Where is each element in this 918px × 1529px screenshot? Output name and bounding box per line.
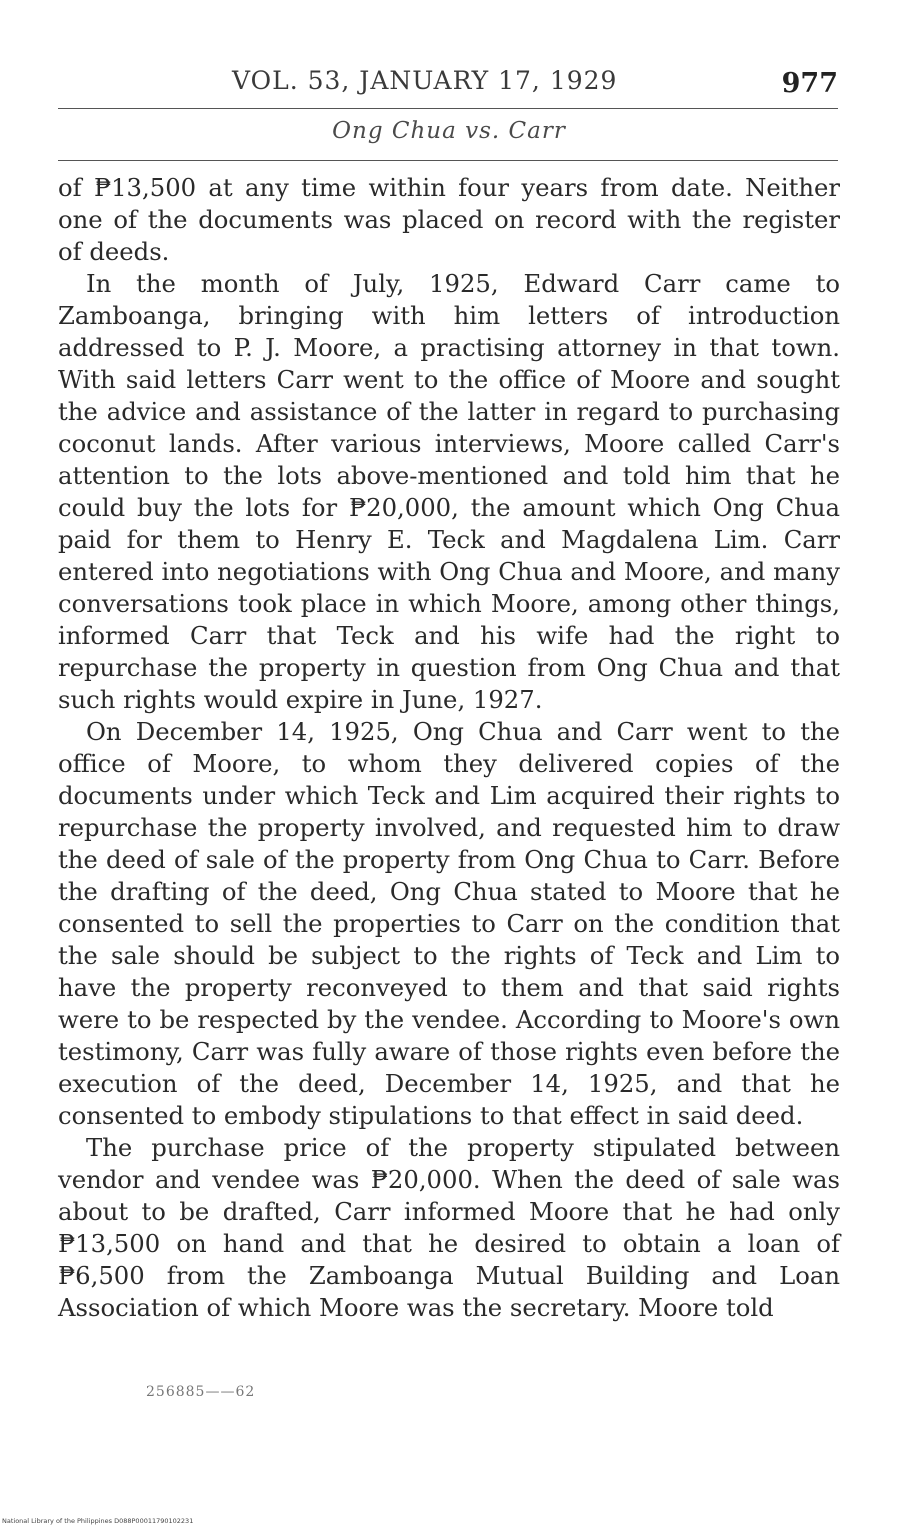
paragraph-3: On December 14, 1925, Ong Chua and Carr went to the office of Moore, to whom they delivered copies of the documents under which Teck and Lim acquired their rights to repurchase the property involved, and requested him to draw the deed of sale of the property from Ong Chua to Carr. Before the drafting of the deed, Ong Chua stated to Moore that he consented to sell the properties to Carr on the condition that the sale should be subject to the rights of Teck and Lim to have the property reconveyed to them and that said rights were to be respected by the vendee. According to Moore's own testimony, Carr was fully aware of those rights even before the execution of the deed, December 14, 1925, and that he consented to embody stipulations to that effect in said deed.: [58, 717, 840, 1130]
body-text: [58, 172, 840, 1324]
running-head: [60, 62, 838, 102]
print-code: 256885——62: [146, 1384, 256, 1400]
paragraph-1: of ₱13,500 at any time within four years from date. Neither one of the documents was placed on record with the register of deeds.: [58, 173, 840, 266]
case-title: Ong Chua vs. Carr: [332, 118, 566, 144]
library-stamp: National Library of the Philippines D088P00011790102231: [2, 1517, 194, 1525]
page-number: 977: [781, 68, 838, 99]
paragraph-4: The purchase price of the property stipulated between vendor and vendee was ₱20,000. When the deed of sale was about to be drafted, Carr informed Moore that he had only ₱13,500 on hand and that he desired to obtain a loan of ₱6,500 from the Zamboanga Mutual Building and Loan Association of which Moore was the secretary. Moore told: [58, 1133, 840, 1322]
header-rule-bottom: [58, 160, 838, 161]
volume-date-line: VOL. 53, JANUARY 17, 1929: [232, 66, 618, 95]
paragraph-2: In the month of July, 1925, Edward Carr came to Zamboanga, bringing with him letters of introduction addressed to P. J. Moore, a practising attorney in that town. With said letters Carr went to the office of Moore and sought the advice and assistance of the latter in regard to purchasing coconut lands. After various interviews, Moore called Carr's attention to the lots above-mentioned and told him that he could buy the lots for ₱20,000, the amount which Ong Chua paid for them to Henry E. Teck and Magdalena Lim. Carr entered into negotiations with Ong Chua and Moore, and many conversations took place in which Moore, among other things, informed Carr that Teck and his wife had the right to repurchase the property in question from Ong Chua and that such rights would expire in June, 1927.: [58, 269, 840, 714]
header-rule-top: [58, 108, 838, 109]
